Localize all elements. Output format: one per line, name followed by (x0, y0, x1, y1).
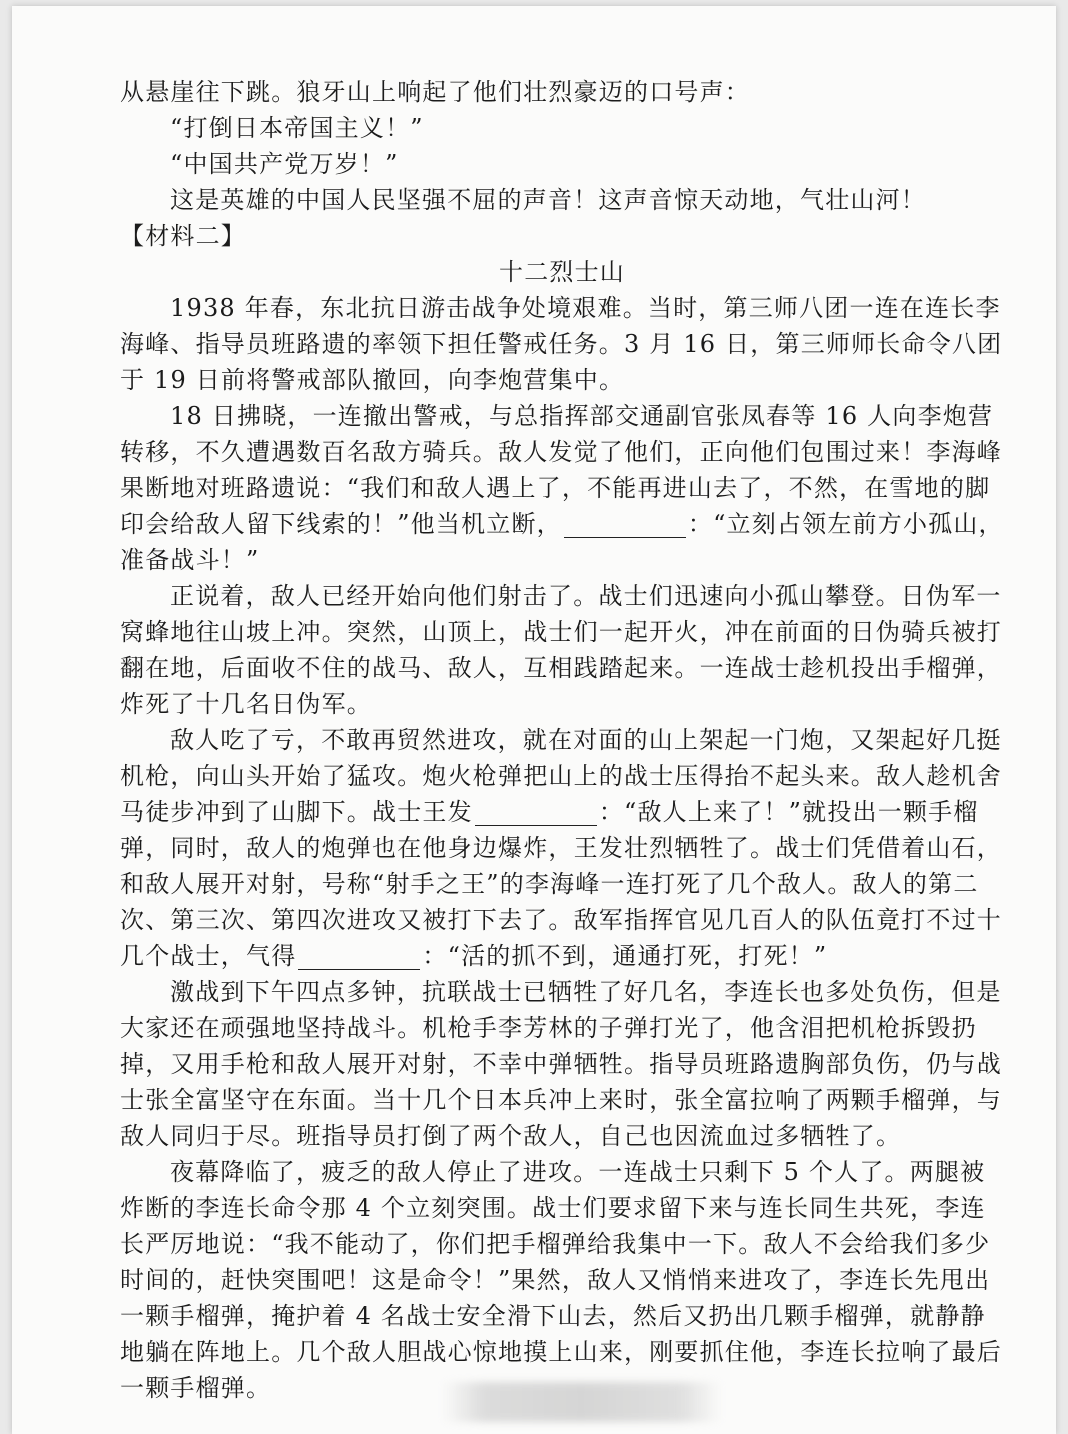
fill-blank-3[interactable] (298, 945, 420, 970)
paragraph-7: 激战到下午四点多钟，抗联战士已牺牲了好几名，李连长也多处负伤，但是大家还在顽强地坚持战斗。机枪手李芳林的子弹打光了，他含泪把机枪拆毁扔掉，又用手枪和敌人展开对射，不幸中弹牺牲。指导员班路遗胸部负伤，仍与战士张全富坚守在东面。当十几个日本兵冲上来时，张全富拉响了两颗手榴弹，与敌人同归于尽。班指导员打倒了两个敌人，自己也因流血过多牺牲了。 (120, 978, 1002, 1150)
fill-blank-1[interactable] (564, 513, 686, 538)
blurred-watermark (442, 1382, 722, 1422)
paragraph-5: 正说着，敌人已经开始向他们射击了。战士们迅速向小孤山攀登。日伪军一窝蜂地往山坡上冲。突然，山顶上，战士们一起开火，冲在前面的日伪骑兵被打翻在地，后面收不住的战马、敌人，互相践踏起来。一连战士趁机投出手榴弹，炸死了十几名日伪军。 (120, 582, 1002, 718)
paragraph-6 (120, 722, 1004, 974)
paragraph-6-part-1: 敌人吃了亏，不敢再贸然进攻，就在对面的山上架起一门炮，又架起好几挺机枪，向山头开始了猛攻。炮火枪弹把山上的战士压得抬不起头来。敌人趁机舍马徒步冲到了山脚下。战士王发 (120, 726, 1002, 826)
document-text (120, 74, 1004, 1406)
paragraph-6-part-2: ：“敌人上来了！”就投出一颗手榴弹，同时，敌人的炮弹也在他身边爆炸，王发壮烈牺牲了。战士们凭借着山石，和敌人展开对射，号称“射手之王”的李海峰一连打死了几个敌人。敌人的第二次、第三次、第四次进攻又被打下去了。敌军指挥官见几百人的队伍竟打不过十几个战士，气得 (120, 798, 1002, 970)
paragraph-3: 1938 年春，东北抗日游击战争处境艰难。当时，第三师八团一连在连长李海峰、指导员班路遗的率领下担任警戒任务。3 月 16 日，第三师师长命令八团于 19 日前将警戒部队撤回，向李炮营集中。 (120, 294, 1003, 394)
paragraph-4 (120, 398, 1004, 578)
paragraph-8: 夜幕降临了，疲乏的敌人停止了进攻。一连战士只剩下 5 个人了。两腿被炸断的李连长命令那 4 个立刻突围。战士们要求留下来与连长同生共死，李连长严厉地说：“我不能动了，你们把手榴弹给我集中一下。敌人不会给我们多少时间的，赶快突围吧！这是命令！”果然，敌人又悄悄来进攻了，李连长先甩出一颗手榴弹，掩护着 4 名战士安全滑下山去，然后又扔出几颗手榴弹，就静静地躺在阵地上。几个敌人胆战心惊地摸上山来，刚要抓住他，李连长拉响了最后一颗手榴弹。 (120, 1158, 1002, 1402)
fill-blank-2[interactable] (475, 801, 597, 826)
paragraph-4-part-2: ：“立刻占领左前方小孤山，准备战斗！” (120, 510, 1004, 574)
slogan-2: “中国共产党万岁！” (170, 150, 399, 178)
paragraph-4-part-1: 18 日拂晓，一连撤出警戒，与总指挥部交通副官张凤春等 16 人向李炮营转移，不久遭遇数百名敌方骑兵。敌人发觉了他们，正向他们包围过来！李海峰果断地对班路遗说：“我们和敌人遇上了，不能再进山去了，不然，在雪地的脚印会给敌人留下线索的！”他当机立断， (120, 402, 1002, 538)
section-heading: 【材料二】 (120, 222, 246, 250)
slogan-1: “打倒日本帝国主义！” (170, 114, 424, 142)
paragraph-1: 从悬崖往下跳。狼牙山上响起了他们壮烈豪迈的口号声： (120, 78, 750, 106)
article-title: 十二烈士山 (499, 258, 625, 286)
paragraph-2: 这是英雄的中国人民坚强不屈的声音！这声音惊天动地，气壮山河！ (170, 186, 926, 214)
paragraph-6-part-3: ：“活的抓不到，通通打死，打死！” (422, 942, 828, 970)
document-page (12, 6, 1056, 1434)
